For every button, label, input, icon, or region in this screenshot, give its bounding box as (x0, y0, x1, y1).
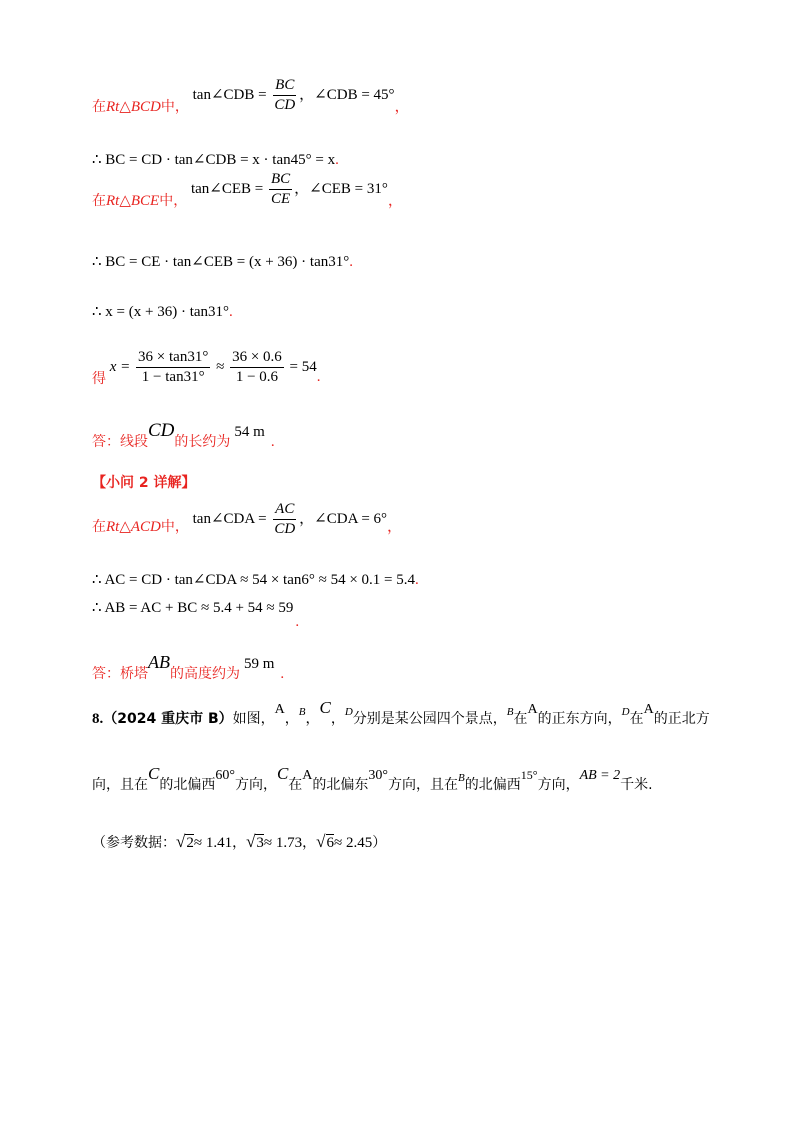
solution-line-8: 在Rt△ACD中， tan∠CDA = $\frac{AC}{CD}$ ，∠CDA = 6°， (92, 501, 403, 537)
triangle-label: Rt△BCD (106, 98, 161, 115)
reference-data: （参考数据：√2≈ 1.41，√3≈ 1.73，√6≈ 2.45） (92, 832, 387, 851)
solution-line-3: 在Rt△BCE中， tan∠CEB = $\frac{BC}{CE}$ ，∠CEB = 31°， (92, 171, 403, 209)
fraction: $\frac{BC}{CD}$ (274, 77, 296, 113)
solution-line-9: ∴ AC = CD · tan∠CDA ≈ 54 × tan6° ≈ 54 × 0.1 = 5.4. (92, 572, 419, 588)
fraction: $\frac{36 \times \tan 31^\circ}{1 - \tan 31^\circ}$ (138, 349, 209, 385)
answer-1: 答：线段CD的长约为54 m. (92, 420, 275, 450)
fraction: $\frac{BC}{CE}$ (270, 171, 291, 207)
fraction: $\frac{36 \times 0.6}{1 - 0.6}$ (232, 349, 282, 385)
problem-8-line-1: 8.（2024 重庆市 B）如图，A，$^B$，C，$^D$分别是某公园四个景点，$^B$在A的正东方向，$^D$在A的正北方 (92, 698, 710, 727)
solution-line-4: ∴ BC = CE · tan∠CEB = (x + 36) · tan31°. (92, 254, 353, 270)
solution-line-5: ∴ x = (x + 36) · tan31°. (92, 304, 233, 320)
fraction: $\frac{AC}{CD}$ (274, 501, 296, 537)
problem-8-line-2: 向，且在C的北偏西60°方向，C在A的北偏东30°方向，且在$^B$的北偏西$^{15^\circ}$方向，AB = 2千米. (92, 764, 653, 793)
solution-line-6: 得 x = $\frac{36 \times \tan 31^\circ}{1 - \tan 31^\circ}$ ≈ $\frac{36 \times 0.6}{1 - 0.6}$ = 54. (92, 349, 321, 387)
answer-2: 答：桥塔AB的高度约为59 m. (92, 652, 285, 682)
section-header: 【小问 2 详解】 (92, 475, 196, 491)
solution-line-1: 在Rt△BCD中， tan∠CDB = $\frac{BC}{CD}$ ，∠CDB = 45°， (92, 77, 410, 115)
solution-line-2: ∴ BC = CD · tan∠CDB = x · tan45° = x. (92, 152, 339, 168)
solution-line-10: ∴ AB = AC + BC ≈ 5.4 + 54 ≈ 59. (92, 600, 300, 630)
